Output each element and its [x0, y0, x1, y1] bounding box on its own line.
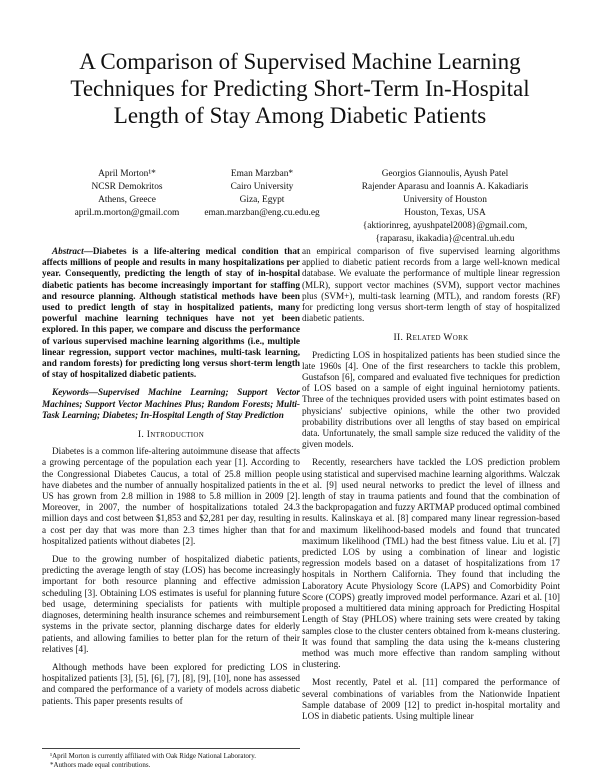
- keywords-text: —Supervised Machine Learning; Support Vector Machines; Support Vector Machines Plus; Random Forests; Multi-Task Learning; Diabetes; In-Hospital Length of Stay Prediction: [42, 387, 300, 420]
- section-heading-related-work: II. Related Work: [393, 332, 469, 344]
- footnote: *Authors made equal contributions.: [50, 760, 151, 769]
- right-column: [302, 246, 560, 729]
- footnotes: [42, 748, 300, 769]
- author-line: Giza, Egypt: [239, 195, 285, 205]
- author-block-1: [62, 168, 192, 220]
- paragraph: Recently, researchers have tackled the LOS prediction problem using statistical and supervised machine learning algorithms. Walczak et al. [9] used neural networks to predict the level of illness and length of stay in trauma patients and found that the combination of the backpropagation and fuzzy ARTMAP produced optimal combined results. Kalinskaya et al. [8] compared many linear regression-based and maximum likelihood-based models and found that truncated maximum likelihood (TML) had the best fitness value. Liu et al. [7] predicted LOS by using a combination of linear and logistic regression models based on a dataset of hospitalizations from 17 hospitals in Northern California. They found that including the Laboratory Acute Physiology Score (LAPS) and Comorbidity Point Score (COPS) greatly improved model performance. Azari et al. [10] proposed a multitiered data mining approach for Predicting Hospital Length of Stay (PHLOS) where training sets were created by taking samples close to the cluster centers obtained from k-means clustering. It was found that sampling the data using the k-means clustering method was much more effective than random sampling without clustering.: [302, 457, 560, 670]
- paragraph: Predicting LOS in hospitalized patients has been studied since the late 1960s [4]. One of the first researchers to tackle this problem, Gustafson [6], compared and evaluated five techniques for prediction of LOS based on a sample of eight inguinal herniotomy patients. Three of the techniques provided users with point estimates based on physicians' subjective opinions, while the other two provided probability distributions over all lengths of stay based on empirical data. Unfortunately, the small sample size reduced the validity of the given models.: [302, 349, 560, 450]
- author-line: NCSR Demokritos: [91, 182, 163, 192]
- author-line: Athens, Greece: [98, 195, 156, 205]
- paragraph: Due to the growing number of hospitalized diabetic patients, predicting the average length of stay (LOS) has become increasingly important for both resource planning and effective admission scheduling [3]. Obtaining LOS estimates is useful for planning future bed usage, determining specialists for patients with multiple diagnoses, determining health insurance schemes and reimbursement systems in the private sector, planning discharge dates for elderly patients, and allowing families to better plan for the return of their relatives [4].: [42, 554, 300, 654]
- author-block-2: [196, 168, 328, 220]
- author-block-3: [330, 168, 560, 246]
- author-line: University of Houston: [403, 195, 487, 205]
- abstract-lead: Abstract: [52, 246, 84, 256]
- abstract-text: —Diabetes is a life-altering medical condition that affects millions of people and results in many hospitalizations per year. Consequently, predicting the length of stay of in-hospital diabetic patients has become increasingly important for staffing and resource planning. Although statistical methods have been used to predict length of stay in hospitalized patients, many powerful machine learning techniques have not yet been explored. In this paper, we compare and discuss the performance of various supervised machine learning algorithms (i.e., multiple linear regression, support vector machines, multi-task learning, and random forests) for predicting long versus short-term length of stay of hospitalized diabetic patients.: [42, 246, 300, 380]
- left-column: [42, 246, 300, 714]
- paper-title: A Comparison of Supervised Machine Learning Techniques for Predicting Short-Term In-Hospital Length of Stay Among Diabetic Patients: [70, 49, 530, 128]
- paragraph: Diabetes is a common life-altering autoimmune disease that affects a growing percentage of the population each year [1]. According to the Congressional Diabetes Caucus, a total of 25.8 million people have diabetes and the number of annually hospitalized patients in the US has grown from 2.8 million in 1988 to 5.8 million in 2009 [2]. Moreover, in 2007, the number of hospitalizations totaled 24.3 million days and cost between $1,853 and $2,281 per day, resulting in a cost per day that was more than 2.3 times higher than that for hospitalized patients without diabetes [2].: [42, 446, 300, 546]
- keywords: [42, 387, 300, 421]
- footnote: ¹April Morton is currently affiliated with Oak Ridge National Laboratory.: [50, 752, 257, 760]
- author-line: Rajender Aparasu and Ioannis A. Kakadiaris: [361, 182, 529, 192]
- author-line: {aktiorinreg, ayushpatel2008}@gmail.com,: [362, 221, 528, 231]
- author-line: Cairo University: [230, 182, 294, 192]
- keywords-lead: Keywords: [52, 387, 89, 398]
- author-line: april.m.morton@gmail.com: [74, 208, 180, 218]
- author-line: Eman Marzban*: [230, 169, 294, 179]
- author-line: {raparasu, ikakadia}@central.uh.edu: [375, 234, 515, 244]
- author-line: Houston, Texas, USA: [404, 208, 486, 218]
- abstract: [42, 246, 300, 380]
- section-heading-introduction: I. Introduction: [137, 429, 205, 441]
- author-line: April Morton¹*: [98, 169, 156, 179]
- author-line: Georgios Giannoulis, Ayush Patel: [381, 169, 509, 179]
- paragraph: Most recently, Patel et al. [11] compared the performance of several combinations of variables from the Nationwide Inpatient Sample database of 2009 [12] to predict in-hospital mortality and LOS in diabetic patients. Using multiple linear: [302, 677, 560, 721]
- paragraph: an empirical comparison of five supervised learning algorithms applied to diabetic patient records from a large well-known medical database. We evaluate the performance of multiple linear regression (MLR), support vector machines (SVM), support vector machines plus (SVM+), multi-task learning (MTL), and random forests (RF) for predicting long versus short-term length of stay of hospitalized diabetic patients.: [302, 246, 560, 324]
- author-line: eman.marzban@eng.cu.edu.eg: [204, 208, 320, 218]
- paragraph: Although methods have been explored for predicting LOS in hospitalized patients [3], [5], [6], [7], [8], [9], [10], none has assessed and compared the performance of a variety of models across diabetic patients. This paper presents results of: [42, 661, 300, 706]
